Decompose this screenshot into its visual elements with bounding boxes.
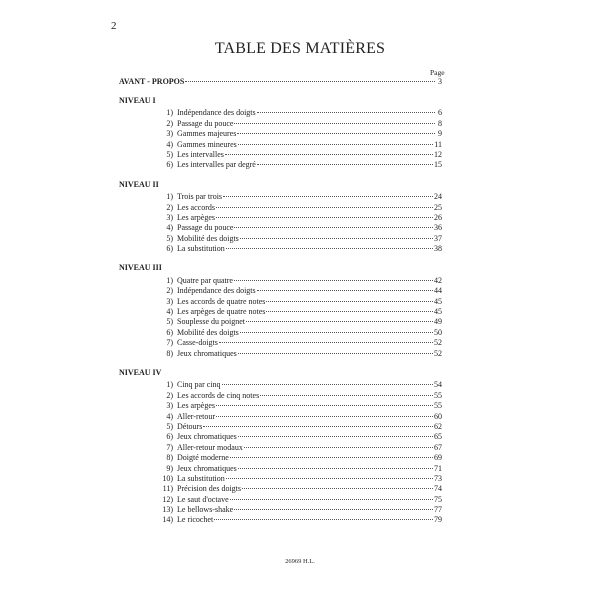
entry-number: 3) — [166, 296, 173, 306]
entry-page: 6 — [438, 108, 442, 118]
avant-propos-page: 3 — [438, 77, 442, 86]
entry-number: 4) — [166, 139, 173, 149]
entry-page: 55 — [434, 401, 442, 411]
entry-page: 60 — [434, 411, 442, 421]
section-spacer — [119, 171, 442, 180]
dot-leader — [266, 301, 433, 302]
dot-leader — [237, 133, 435, 134]
dot-leader — [230, 499, 433, 500]
entry-page: 9 — [438, 129, 442, 139]
dot-leader — [238, 436, 433, 437]
toc-entry[interactable] — [119, 140, 442, 150]
toc-entry[interactable] — [119, 286, 442, 296]
dot-leader — [226, 248, 433, 249]
dot-leader — [242, 488, 433, 489]
toc-entry[interactable] — [119, 349, 442, 359]
entry-label: Les accords de quatre notes — [177, 296, 266, 306]
entry-number: 8) — [166, 348, 173, 358]
entry-label: Jeux chromatiques — [177, 348, 237, 358]
entry-page: 36 — [434, 223, 442, 233]
entry-page: 38 — [434, 244, 442, 254]
dot-leader — [240, 332, 433, 333]
entry-label: Doigté moderne — [177, 453, 229, 463]
entry-number: 5) — [166, 317, 173, 327]
dot-leader — [257, 290, 433, 291]
toc-entry[interactable] — [119, 129, 442, 139]
entry-label: Mobilité des doigts — [177, 233, 239, 243]
entry-page: 54 — [434, 380, 442, 390]
dot-leader — [223, 196, 433, 197]
toc-entry[interactable] — [119, 380, 442, 390]
level-heading: NIVEAU III — [119, 263, 162, 273]
dot-leader — [219, 342, 433, 343]
entry-page: 69 — [434, 453, 442, 463]
entry-page: 75 — [434, 494, 442, 504]
entry-label: Les intervalles — [177, 149, 224, 159]
entry-label: Aller-retour — [177, 411, 216, 421]
entry-number: 1) — [166, 108, 173, 118]
toc-entry[interactable] — [119, 213, 442, 223]
toc-entry[interactable] — [119, 223, 442, 233]
entry-label: Jeux chromatiques — [177, 463, 237, 473]
entry-label: La substitution — [177, 244, 225, 254]
entry-label: Gammes mineures — [177, 139, 237, 149]
dot-leader — [246, 321, 433, 322]
entry-page: 74 — [434, 484, 442, 494]
entry-label: Passage du pouce — [177, 223, 234, 233]
toc-entry[interactable] — [119, 495, 442, 505]
entry-number: 2) — [166, 202, 173, 212]
entry-page: 11 — [434, 139, 442, 149]
toc-entry[interactable] — [119, 484, 442, 494]
entry-label: Le saut d'octave — [177, 494, 229, 504]
entry-page: 45 — [434, 307, 442, 317]
entry-label: Mobilité des doigts — [177, 327, 239, 337]
entry-number: 7) — [166, 338, 173, 348]
page-number: 2 — [111, 20, 117, 32]
entry-page: 25 — [434, 202, 442, 212]
toc-entry[interactable] — [119, 192, 442, 202]
toc-entry[interactable] — [119, 276, 442, 286]
toc-entry[interactable] — [119, 464, 442, 474]
entry-number: 3) — [166, 129, 173, 139]
entry-label: Le bellows-shake — [177, 505, 234, 515]
entry-label: Trois par trois — [177, 192, 223, 202]
entry-number: 11) — [162, 484, 173, 494]
dot-leader — [260, 395, 433, 396]
dot-leader — [226, 478, 433, 479]
toc-entry[interactable] — [119, 160, 442, 170]
entry-number: 5) — [166, 421, 173, 431]
entry-number: 5) — [166, 149, 173, 159]
page-title: TABLE DES MATIÈRES — [214, 40, 386, 57]
dot-leader — [222, 384, 433, 385]
entry-page: 52 — [434, 338, 442, 348]
dot-leader — [216, 217, 433, 218]
entry-label: Le ricochet — [177, 515, 214, 525]
entry-label: Les arpèges — [177, 401, 215, 411]
footer-code: 26969 H.L. — [285, 558, 315, 565]
entry-page: 42 — [434, 275, 442, 285]
dot-leader — [225, 154, 433, 155]
entry-number: 4) — [166, 411, 173, 421]
entry-page: 50 — [434, 327, 442, 337]
entry-number: 7) — [166, 442, 173, 452]
entry-number: 5) — [166, 233, 173, 243]
entry-page: 62 — [434, 421, 442, 431]
level-heading: NIVEAU IV — [119, 367, 162, 377]
toc-entry[interactable] — [119, 505, 442, 515]
section-spacer — [119, 87, 442, 96]
entry-label: Détours — [177, 421, 203, 431]
dot-leader — [234, 280, 433, 281]
toc-entry[interactable] — [119, 412, 442, 422]
dot-leader — [234, 123, 435, 124]
toc-entry[interactable] — [119, 515, 442, 525]
entry-number: 14) — [162, 515, 173, 525]
entry-label: Souplesse du poignet — [177, 317, 245, 327]
dot-leader — [238, 144, 434, 145]
entry-number: 6) — [166, 432, 173, 442]
entry-page: 77 — [434, 505, 442, 515]
dot-leader — [185, 81, 435, 82]
levels-container — [119, 87, 442, 526]
toc-entry[interactable] — [119, 328, 442, 338]
dot-leader — [214, 519, 433, 520]
entry-number: 2) — [166, 390, 173, 400]
entry-label: Casse-doigts — [177, 338, 218, 348]
dot-leader — [240, 238, 433, 239]
entry-label: Les intervalles par degré — [177, 160, 256, 170]
dot-leader — [216, 405, 433, 406]
entry-number: 6) — [166, 244, 173, 254]
entry-label: Cinq par cinq — [177, 380, 221, 390]
entry-page: 65 — [434, 432, 442, 442]
entry-label: Les arpèges de quatre notes — [177, 307, 266, 317]
entry-label: Jeux chromatiques — [177, 432, 237, 442]
toc-entry[interactable] — [119, 401, 442, 411]
dot-leader — [244, 447, 433, 448]
toc-entry[interactable] — [119, 474, 442, 484]
avant-propos-entry[interactable] — [119, 77, 442, 87]
dot-leader — [238, 468, 433, 469]
entry-page: 73 — [434, 473, 442, 483]
toc-entry[interactable] — [119, 150, 442, 160]
entry-page: 15 — [434, 160, 442, 170]
entry-number: 6) — [166, 327, 173, 337]
page-column-label: Page — [430, 68, 445, 77]
entry-page: 49 — [434, 317, 442, 327]
toc-entry[interactable] — [119, 297, 442, 307]
section-spacer — [119, 254, 442, 263]
entry-number: 9) — [166, 463, 173, 473]
toc-entry[interactable] — [119, 391, 442, 401]
toc-entry[interactable] — [119, 453, 442, 463]
entry-page: 52 — [434, 348, 442, 358]
entry-label: La substitution — [177, 473, 225, 483]
toc-entry[interactable] — [119, 338, 442, 348]
dot-leader — [216, 416, 433, 417]
entry-number: 1) — [166, 192, 173, 202]
entry-page: 67 — [434, 442, 442, 452]
entry-label: Les accords — [177, 202, 215, 212]
entry-number: 6) — [166, 160, 173, 170]
entry-number: 13) — [162, 505, 173, 515]
entry-page: 44 — [434, 286, 442, 296]
entry-label: Passage du pouce — [177, 118, 234, 128]
dot-leader — [234, 227, 433, 228]
toc-entry[interactable] — [119, 234, 442, 244]
toc-entry[interactable] — [119, 422, 442, 432]
entry-label: Gammes majeures — [177, 129, 237, 139]
entry-number: 1) — [166, 380, 173, 390]
entry-page: 26 — [434, 212, 442, 222]
dot-leader — [257, 112, 435, 113]
toc-entry[interactable] — [119, 443, 442, 453]
entry-page: 71 — [434, 463, 442, 473]
toc-entry[interactable] — [119, 307, 442, 317]
entry-label: Précision des doigts — [177, 484, 241, 494]
entry-label: Indépendance des doigts — [177, 286, 256, 296]
entry-number: 10) — [162, 473, 173, 483]
avant-propos-label: AVANT - PROPOS — [119, 77, 185, 86]
entry-page: 12 — [434, 149, 442, 159]
entry-number: 3) — [166, 212, 173, 222]
entry-number: 12) — [162, 494, 173, 504]
toc-entry[interactable] — [119, 119, 442, 129]
dot-leader — [230, 457, 433, 458]
entry-page: 8 — [438, 118, 442, 128]
entry-label: Indépendance des doigts — [177, 108, 256, 118]
entry-label: Les arpèges — [177, 212, 215, 222]
dot-leader — [257, 164, 433, 165]
entry-number: 2) — [166, 286, 173, 296]
dot-leader — [238, 353, 433, 354]
entry-number: 3) — [166, 401, 173, 411]
table-of-contents — [119, 77, 442, 526]
entry-number: 4) — [166, 223, 173, 233]
entry-page: 79 — [434, 515, 442, 525]
entry-page: 24 — [434, 192, 442, 202]
entry-number: 8) — [166, 453, 173, 463]
dot-leader — [266, 311, 433, 312]
dot-leader — [216, 207, 433, 208]
entry-label: Quatre par quatre — [177, 275, 233, 285]
entry-label: Aller-retour modaux — [177, 442, 243, 452]
level-heading: NIVEAU II — [119, 179, 159, 189]
entry-label: Les accords de cinq notes — [177, 390, 260, 400]
entry-page: 55 — [434, 390, 442, 400]
toc-entry[interactable] — [119, 203, 442, 213]
level-heading: NIVEAU I — [119, 96, 156, 105]
toc-entry[interactable] — [119, 108, 442, 118]
toc-entry[interactable] — [119, 432, 442, 442]
dot-leader — [203, 426, 433, 427]
dot-leader — [234, 509, 433, 510]
entry-number: 4) — [166, 307, 173, 317]
entry-number: 1) — [166, 275, 173, 285]
toc-entry[interactable] — [119, 317, 442, 327]
entry-page: 45 — [434, 296, 442, 306]
entry-number: 2) — [166, 118, 173, 128]
toc-entry[interactable] — [119, 244, 442, 254]
section-spacer — [119, 359, 442, 368]
entry-page: 37 — [434, 233, 442, 243]
